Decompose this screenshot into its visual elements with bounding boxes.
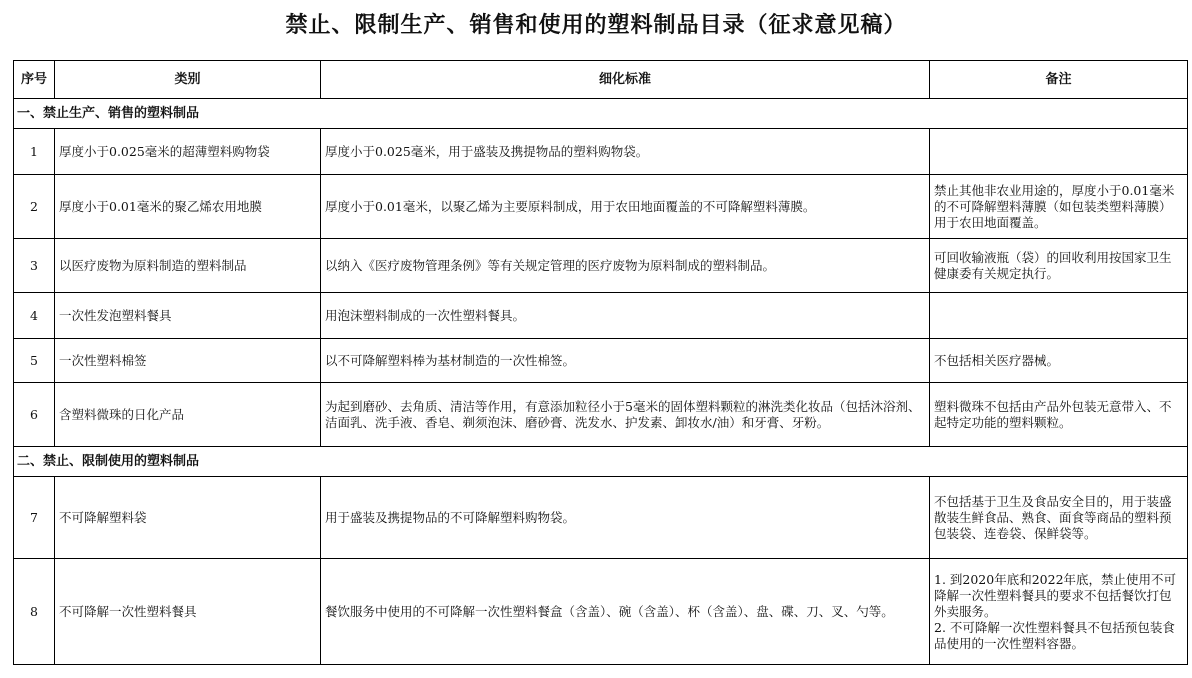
row-category: 以医疗废物为原料制造的塑料制品 bbox=[55, 239, 321, 293]
table-row bbox=[14, 175, 1188, 239]
row-standard: 用泡沫塑料制成的一次性塑料餐具。 bbox=[321, 293, 930, 339]
row-remark: 塑料微珠不包括由产品外包装无意带入、不起特定功能的塑料颗粒。 bbox=[930, 383, 1188, 447]
row-remark bbox=[930, 129, 1188, 175]
row-category: 厚度小于0.025毫米的超薄塑料购物袋 bbox=[55, 129, 321, 175]
row-category: 含塑料微珠的日化产品 bbox=[55, 383, 321, 447]
header-standard: 细化标准 bbox=[321, 61, 930, 99]
row-number: 4 bbox=[14, 293, 55, 339]
page-title: 禁止、限制生产、销售和使用的塑料制品目录（征求意见稿） bbox=[285, 13, 907, 38]
row-number: 6 bbox=[14, 383, 55, 447]
row-standard: 以不可降解塑料棒为基材制造的一次性棉签。 bbox=[321, 339, 930, 383]
row-category: 一次性发泡塑料餐具 bbox=[55, 293, 321, 339]
table-row bbox=[14, 477, 1188, 559]
row-standard: 以纳入《医疗废物管理条例》等有关规定管理的医疗废物为原料制成的塑料制品。 bbox=[321, 239, 930, 293]
header-seq: 序号 bbox=[14, 61, 55, 99]
row-remark bbox=[930, 293, 1188, 339]
catalog-table bbox=[13, 60, 1188, 665]
row-standard: 餐饮服务中使用的不可降解一次性塑料餐盒（含盖）、碗（含盖）、杯（含盖）、盘、碟、刀、叉、勺等。 bbox=[321, 559, 930, 665]
row-number: 1 bbox=[14, 129, 55, 175]
header-row bbox=[14, 61, 1188, 99]
row-standard: 厚度小于0.025毫米，用于盛装及携提物品的塑料购物袋。 bbox=[321, 129, 930, 175]
row-category: 不可降解塑料袋 bbox=[55, 477, 321, 559]
remark-item-1: 1. 到2020年底和2022年底，禁止使用不可降解一次性塑料餐具的要求不包括餐饮打包外卖服务。 bbox=[934, 571, 1177, 619]
row-remark: 不包括相关医疗器械。 bbox=[930, 339, 1188, 383]
section-heading-2: 二、禁止、限制使用的塑料制品 bbox=[14, 447, 1188, 477]
table-row bbox=[14, 129, 1188, 175]
table-row bbox=[14, 559, 1188, 665]
section-heading-1: 一、禁止生产、销售的塑料制品 bbox=[14, 99, 1188, 129]
row-category: 厚度小于0.01毫米的聚乙烯农用地膜 bbox=[55, 175, 321, 239]
row-remark: 禁止其他非农业用途的，厚度小于0.01毫米的不可降解塑料薄膜（如包装类塑料薄膜）用于农田地面覆盖。 bbox=[930, 175, 1188, 239]
header-remarks: 备注 bbox=[930, 61, 1188, 99]
header-category: 类别 bbox=[55, 61, 321, 99]
row-standard: 为起到磨砂、去角质、清洁等作用，有意添加粒径小于5毫米的固体塑料颗粒的淋洗类化妆品（包括沐浴剂、洁面乳、洗手液、香皂、剃须泡沫、磨砂膏、洗发水、护发素、卸妆水/油）和牙膏、牙粉。 bbox=[321, 383, 930, 447]
row-category: 一次性塑料棉签 bbox=[55, 339, 321, 383]
row-standard: 厚度小于0.01毫米，以聚乙烯为主要原料制成，用于农田地面覆盖的不可降解塑料薄膜。 bbox=[321, 175, 930, 239]
table-row bbox=[14, 383, 1188, 447]
section-row bbox=[14, 447, 1188, 477]
section-row bbox=[14, 99, 1188, 129]
row-number: 2 bbox=[14, 175, 55, 239]
row-number: 3 bbox=[14, 239, 55, 293]
row-remark: 不包括基于卫生及食品安全目的，用于装盛散装生鲜食品、熟食、面食等商品的塑料预包装袋、连卷袋、保鲜袋等。 bbox=[930, 477, 1188, 559]
table-row bbox=[14, 239, 1188, 293]
table-row bbox=[14, 293, 1188, 339]
row-number: 8 bbox=[14, 559, 55, 665]
row-number: 5 bbox=[14, 339, 55, 383]
row-category: 不可降解一次性塑料餐具 bbox=[55, 559, 321, 665]
row-remark bbox=[930, 559, 1188, 665]
remark-item-2: 2. 不可降解一次性塑料餐具不包括预包装食品使用的一次性塑料容器。 bbox=[934, 619, 1175, 651]
row-number: 7 bbox=[14, 477, 55, 559]
row-remark: 可回收输液瓶（袋）的回收利用按国家卫生健康委有关规定执行。 bbox=[930, 239, 1188, 293]
row-standard: 用于盛装及携提物品的不可降解塑料购物袋。 bbox=[321, 477, 930, 559]
table-row bbox=[14, 339, 1188, 383]
